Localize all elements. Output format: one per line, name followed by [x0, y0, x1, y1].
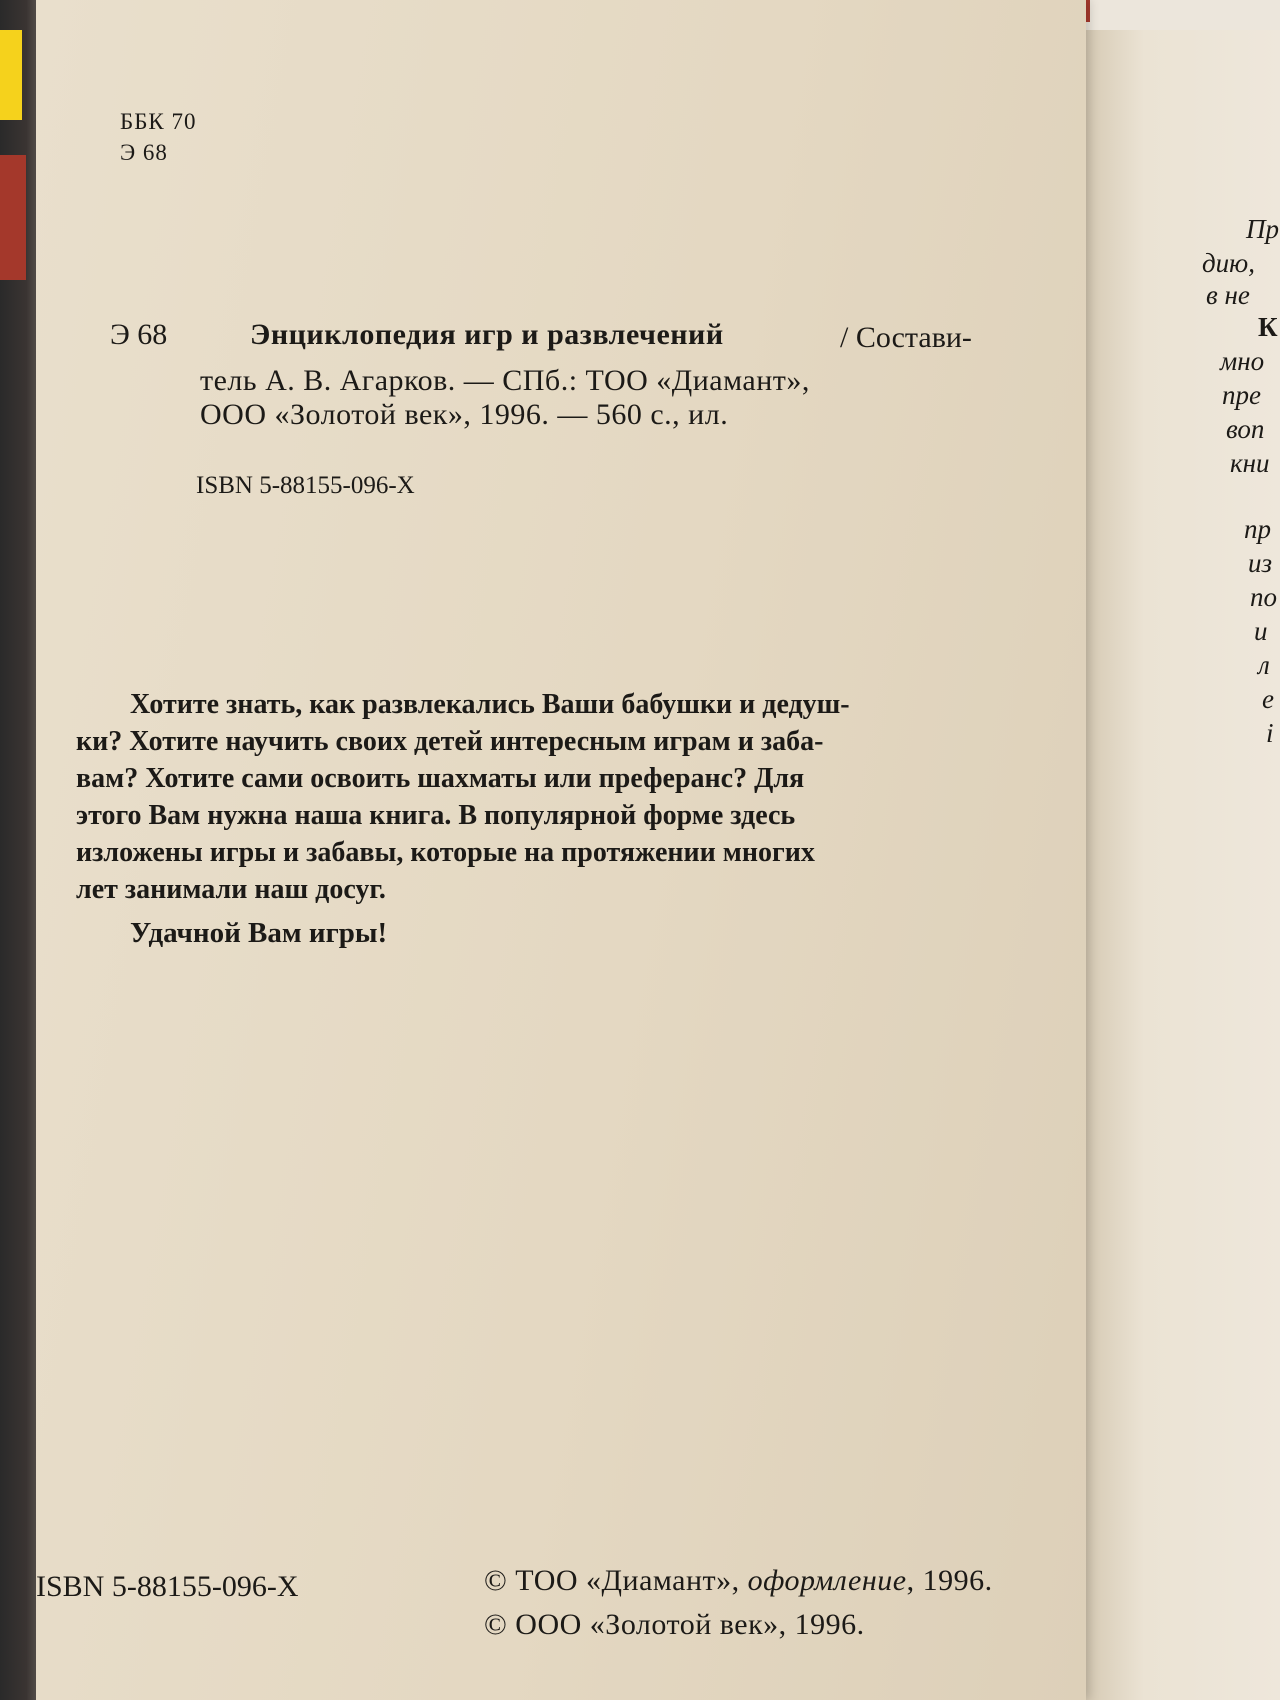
copyright-diamant-prefix: © ТОО «Диамант», — [484, 1564, 740, 1597]
facing-page-text: Пр — [1246, 214, 1279, 244]
facing-page-text: воп — [1226, 414, 1265, 444]
facing-page-text: и — [1254, 616, 1268, 646]
annotation-line: изложены игры и забавы, которые на протяжении многих — [76, 837, 815, 868]
copyright-diamant — [484, 1564, 993, 1598]
facing-page-text: дию, — [1202, 248, 1255, 278]
isbn-top: ISBN 5-88155-096-X — [196, 472, 415, 499]
catalog-line1-rest: / Состави- — [840, 321, 972, 354]
annotation-line: Хотите знать, как развлекались Ваши бабушки и дедуш- — [130, 689, 850, 720]
facing-page-text: мно — [1220, 346, 1265, 376]
book-title: Энциклопедия игр и развлечений — [250, 318, 724, 351]
facing-page-text: в не — [1206, 280, 1250, 310]
facing-page-text: К — [1258, 312, 1278, 342]
copyright-diamant-year: , 1996. — [906, 1564, 993, 1597]
copyright-diamant-design: оформление — [747, 1564, 907, 1597]
facing-page-text: пре — [1222, 380, 1261, 410]
bbk-index: Э 68 — [120, 140, 168, 165]
catalog-line3: ООО «Золотой век», 1996. — 560 с., ил. — [200, 398, 729, 431]
facing-page-text: по — [1250, 582, 1277, 612]
catalog-code: Э 68 — [110, 318, 168, 351]
facing-page-text: і — [1266, 718, 1274, 748]
facing-page-text: из — [1248, 548, 1273, 578]
isbn-bottom: ISBN 5-88155-096-X — [36, 1570, 299, 1603]
annotation-line: ки? Хотите научить своих детей интересным играм и заба- — [76, 726, 824, 757]
facing-page-text: е — [1262, 684, 1274, 714]
catalog-line2: тель А. В. Агарков. — СПб.: ТОО «Диамант», — [200, 364, 810, 397]
facing-page-text: кни — [1230, 448, 1270, 478]
copyright-zolotoy-vek: © ООО «Золотой век», 1996. — [484, 1608, 865, 1641]
facing-page-text: л — [1258, 650, 1270, 680]
annotation-wish: Удачной Вам игры! — [130, 917, 388, 949]
annotation-line: лет занимали наш досуг. — [76, 874, 386, 905]
annotation-line: вам? Хотите сами освоить шахматы или преферанс? Для — [76, 763, 805, 794]
red-book-cover — [0, 155, 26, 280]
bbk-classification — [120, 106, 197, 168]
facing-page-text: пр — [1244, 514, 1271, 544]
bbk-code: ББК 70 — [120, 109, 197, 134]
annotation-line: этого Вам нужна наша книга. В популярной форме здесь — [76, 800, 796, 831]
facing-page — [1086, 30, 1280, 1700]
yellow-book-cover — [0, 30, 22, 120]
